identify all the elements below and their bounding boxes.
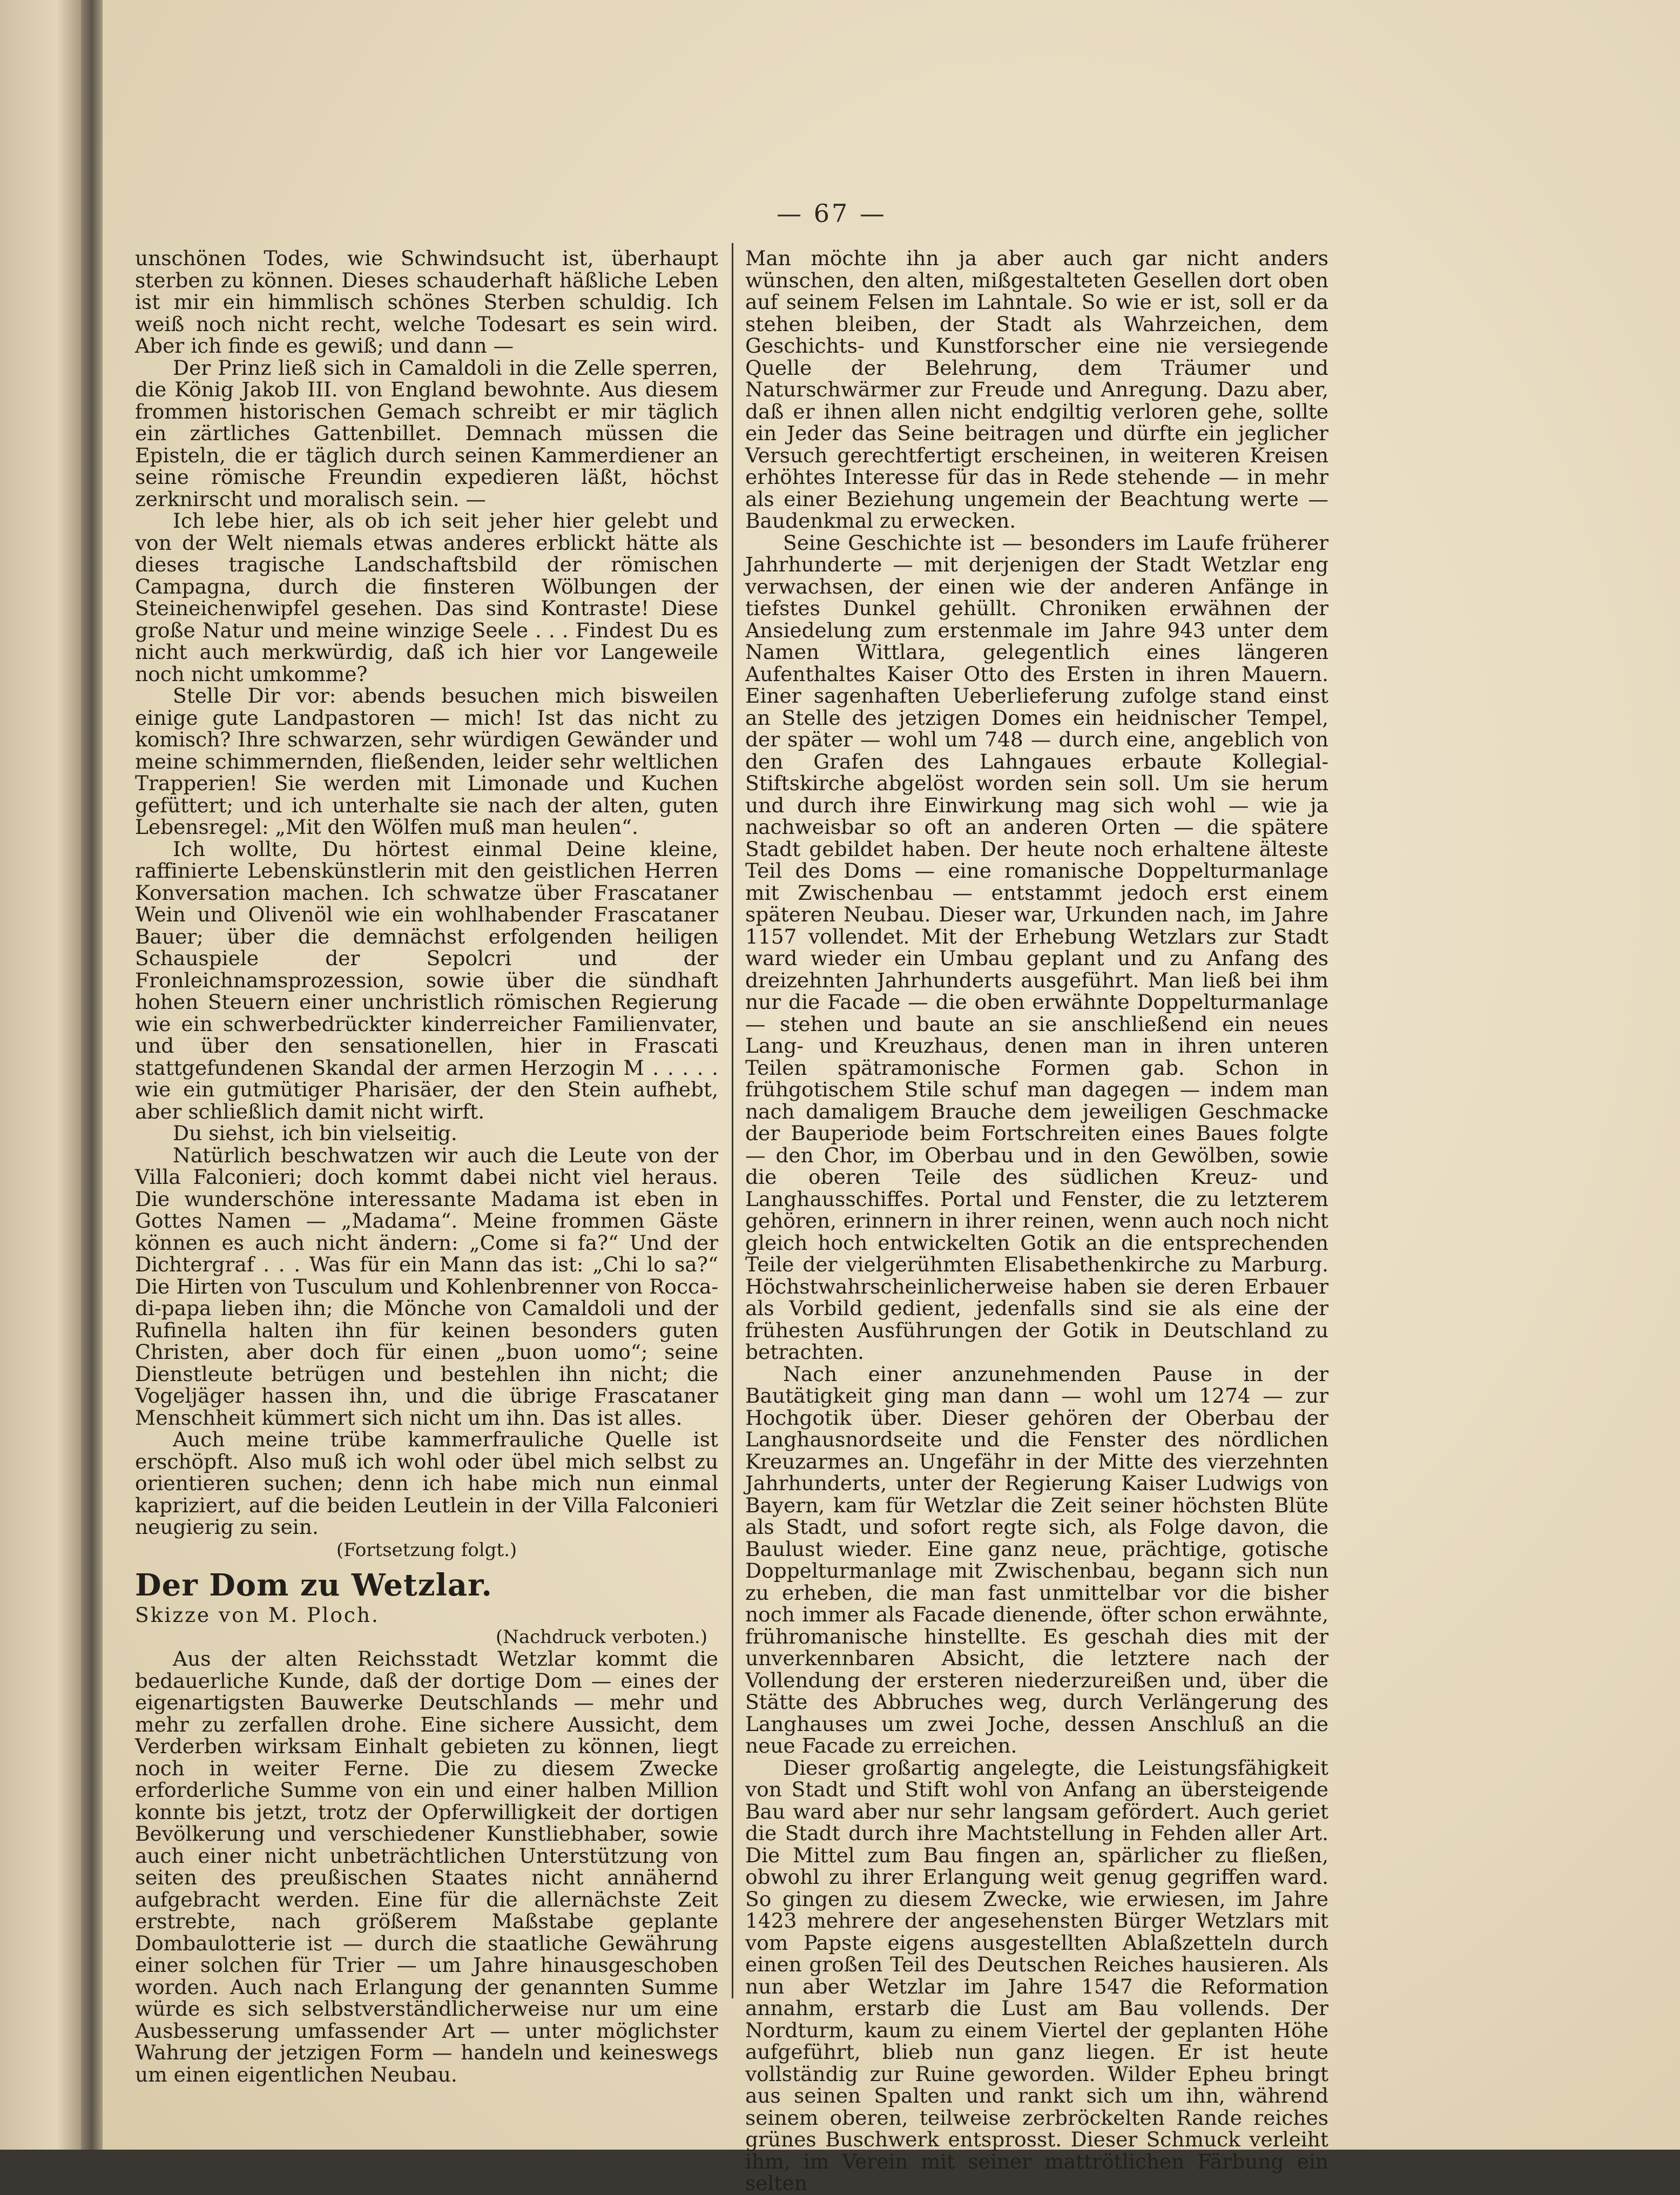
book-gutter xyxy=(81,0,103,2150)
column-divider xyxy=(732,243,733,1998)
facing-page-edge xyxy=(0,0,81,2150)
right-paragraph-2: Seine Geschichte ist — besonders im Laufe früherer Jahrhunderte — mit derjenigen der Stadt Wetzlar eng verwachsen, der einen wie der anderen Anfänge in tiefstes Dunkel gehüllt. Chroniken erwähnen der Ansiedelung zum erstenmale im Jahre 943 unter dem Namen Wittlara, gelegentlich eines längeren Aufenthaltes Kaiser Otto des Ersten in ihren Mauern. Einer sagenhaften Ueberlieferung zufolge stand einst an Stelle des jetzigen Domes ein heidnischer Tempel, der später — wohl um 748 — durch eine, angeblich von den Grafen des Lahngaues erbaute Kollegial-Stiftskirche abgelöst worden sein soll. Um sie herum und durch ihre Einwirkung mag sich wohl — wie ja nachweisbar so oft an anderen Orten — die spätere Stadt gebildet haben. Der heute noch erhaltene älteste Teil des Doms — eine romanische Doppelturmanlage mit Zwischenbau — entstammt jedoch erst einem späteren Neubau. Dieser war, Urkunden nach, im Jahre 1157 vollendet. Mit der Erhebung Wetzlars zur Stadt ward wieder ein Umbau geplant und zu Anfang des dreizehnten Jahrhunderts ausgeführt. Man ließ bei ihm nur die Facade — die oben erwähnte Doppelturmanlage — stehen und baute an sie anschließend ein neues Lang- und Kreuzhaus, denen man in ihren unteren Teilen spätramonische Formen gab. Schon in frühgotischem Stile schuf man dagegen — indem man nach damaligem Brauche dem jeweiligen Geschmacke der Bauperiode beim Fortschreiten eines Baues folgte — den Chor, im Oberbau und in den Gewölben, sowie die oberen Teile des südlichen Kreuz- und Langhausschiffes. Portal und Fenster, die zu letzterem gehören, erinnern in ihrer reinen, wenn auch noch nicht gleich hoch entwickelten Gotik an die entsprechenden Teile der vielgerühmten Elisabethenkirche zu Marburg. Höchstwahrscheinlicherweise haben sie deren Erbauer als Vorbild gedient, jedenfalls sind sie als eine der frühesten Ausführungen der Gotik in Deutschland zu betrachten. xyxy=(745,530,1328,1364)
left-paragraph-4: Stelle Dir vor: abends besuchen mich bisweilen einige gute Landpastoren — mich! Ist das nicht zu komisch? Ihre schwarzen, sehr würdigen Gewänder und meine schimmernden, fließenden, leider sehr weltlichen Trapperien! Sie werden mit Limonade und Kuchen gefüttert; und ich unterhalte sie nach der alten, guten Lebensregel: „Mit den Wölfen muß man heulen“. xyxy=(135,684,718,839)
left-paragraph-5: Ich wollte, Du hörtest einmal Deine kleine, raffinierte Lebenskünstlerin mit den geistlichen Herren Konversation machen. Ich schwatze über Frascataner Wein und Olivenöl wie ein wohlhabender Frascataner Bauer; über die demnächst erfolgenden heiligen Schauspiele der Sepolcri und der Fronleichnamsprozession, sowie über die sündhaft hohen Steuern einer unchristlich römischen Regierung wie ein schwerbedrückter kinderreicher Familienvater, und über den sensationellen, hier in Frascati stattgefundenen Skandal der armen Herzogin M . . . . . wie ein gutmütiger Pharisäer, der den Stein aufhebt, aber schließlich damit nicht wirft. xyxy=(135,837,718,1123)
left-paragraph-1: unschönen Todes, wie Schwindsucht ist, überhaupt sterben zu können. Dieses schauderhaft häßliche Leben ist mir ein himmlisch schönes Sterben schuldig. Ich weiß noch nicht recht, welche Todesart es sein wird. Aber ich finde es gewiß; und dann — xyxy=(135,246,718,358)
left-paragraph-2: Der Prinz ließ sich in Camaldoli in die Zelle sperren, die König Jakob III. von England bewohnte. Aus diesem frommen historischen Gemach schreibt er mir täglich ein zärtliches Gattenbillet. Demnach müssen die Episteln, die er täglich durch seinen Kammerdiener an seine römische Freundin expedieren läßt, höchst zerknirscht und moralisch sein. — xyxy=(135,355,718,511)
right-paragraph-3: Nach einer anzunehmenden Pause in der Bautätigkeit ging man dann — wohl um 1274 — zur Hochgotik über. Dieser gehören der Oberbau der Langhausnordseite und die Fenster des nördlichen Kreuzarmes an. Ungefähr in der Mitte des vierzehnten Jahrhunderts, unter der Regierung Kaiser Ludwigs von Bayern, kam für Wetzlar die Zeit seiner höchsten Blüte als Stadt, und sofort regte sich, als Folge davon, die Baulust wieder. Eine ganz neue, prächtige, gotische Doppelturmanlage mit Zwischenbau, begann sich nun zu erheben, die man fast unmittelbar vor die bisher noch immer als Facade dienende, öfter schon erwähnte, frühromanische hinstellte. Es geschah dies mit der unverkennbaren Absicht, die letztere nach der Vollendung der ersteren niederzureißen und, über die Stätte des Abbruches weg, durch Verlängerung des Langhauses um zwei Joche, dessen Anschluß an die neue Facade zu erreichen. xyxy=(745,1362,1328,1758)
right-paragraph-1: Man möchte ihn ja aber auch gar nicht anders wünschen, den alten, mißgestalteten Gesellen dort oben auf seinem Felsen im Lahntale. So wie er ist, soll er da stehen bleiben, der Stadt als Wahrzeichen, dem Geschichts- und Kunstforscher eine nie versiegende Quelle der Belehrung, dem Träumer und Naturschwärmer zur Freude und Anregung. Dazu aber, daß er ihnen allen nicht endgiltig verloren gehe, sollte ein Jeder das Seine beitragen und dürfte ein jeglicher Versuch gerechtfertigt erscheinen, in weiteren Kreisen erhöhtes Interesse für das in Rede stehende — in mehr als einer Beziehung ungemein der Beachtung werte — Baudenkmal zu erwecken. xyxy=(745,246,1328,533)
left-paragraph-7: Natürlich beschwatzen wir auch die Leute von der Villa Falconieri; doch kommt dabei nicht viel heraus. Die wunderschöne interessante Madama ist eben in Gottes Namen — „Madama“. Meine frommen Gäste können es auch nicht ändern: „Come si fa?“ Und der Dichtergraf . . . Was für ein Mann das ist: „Chi lo sa?“ Die Hirten von Tusculum und Kohlenbrenner von Rocca-di-papa lieben ihn; die Mönche von Camaldoli und der Rufinella halten ihn für keinen besonders guten Christen, aber doch für einen „buon uomo“; seine Dienstleute betrügen und bestehlen ihn nicht; die Vogeljäger hassen ihn, und die übrige Frascataner Menschheit kümmert sich nicht um ihn. Das ist alles. xyxy=(135,1143,718,1430)
left-paragraph-3: Ich lebe hier, als ob ich seit jeher hier gelebt und von der Welt niemals etwas anderes erblickt hätte als dieses tragische Landschaftsbild der römischen Campagna, durch die finsteren Wölbungen der Steineichenwipfel gesehen. Das sind Kontraste! Diese große Natur und meine winzige Seele . . . Findest Du es nicht auch merkwürdig, daß ich hier vor Langeweile noch nicht umkomme? xyxy=(135,509,718,686)
article-title: Der Dom zu Wetzlar. xyxy=(135,1567,492,1603)
left-paragraph-8: Auch meine trübe kammerfrauliche Quelle ist erschöpft. Also muß ich wohl oder übel mich selbst zu orientieren suchen; denn ich habe mich nun einmal kapriziert, auf die beiden Leutlein in der Villa Falconieri neugierig zu sein. xyxy=(135,1428,718,1539)
page-number: — 67 — xyxy=(777,199,887,228)
continuation-note: (Fortsetzung folgt.) xyxy=(336,1539,517,1561)
copyright-note: (Nachdruck verboten.) xyxy=(495,1626,707,1648)
left-paragraph-6: Du siehst, ich bin vielseitig. xyxy=(173,1121,457,1145)
right-column xyxy=(745,246,1328,2195)
article-byline: Skizze von M. Ploch. xyxy=(135,1603,380,1627)
article-paragraph-1: Aus der alten Reichsstadt Wetzlar kommt die bedauerliche Kunde, daß der dortige Dom — eines der eigenartigsten Bauwerke Deutschlands — mehr und mehr zu zerfallen drohe. Eine sichere Aussicht, dem Verderben wirksam Einhalt gebieten zu können, liegt noch in weiter Ferne. Die zu diesem Zwecke erforderliche Summe von ein und einer halben Million konnte bis jetzt, trotz der Opferwilligkeit der dortigen Bevölkerung und verschiedener Kunstliebhaber, sowie auch einer nicht unbeträchtlichen Unterstützung von seiten des preußischen Staates nicht annähernd aufgebracht werden. Eine für die allernächste Zeit erstrebte, nach größerem Maßstabe geplante Dombaulotterie ist — durch die staatliche Gewährung einer solchen für Trier — um Jahre hinausgeschoben worden. Auch nach Erlangung der genannten Summe würde es sich selbstverständlicherweise nur um eine Ausbesserung umfassender Art — unter möglichster Wahrung der jetzigen Form — handeln und keineswegs um einen eigentlichen Neubau. xyxy=(135,1647,718,2086)
left-column xyxy=(135,246,718,2086)
right-paragraph-4: Dieser großartig angelegte, die Leistungsfähigkeit von Stadt und Stift wohl von Anfang an übersteigende Bau ward aber nur sehr langsam gefördert. Auch geriet die Stadt durch ihre Machtstellung in Fehden aller Art. Die Mittel zum Bau fingen an, spärlicher zu fließen, obwohl zu ihrer Erlangung weit genug gegriffen ward. So gingen zu diesem Zwecke, wie erwiesen, im Jahre 1423 mehrere der angesehensten Bürger Wetzlars mit vom Papste eigens ausgestellten Ablaßzetteln durch einen großen Teil des Deutschen Reiches hausieren. Als nun aber Wetzlar im Jahre 1547 die Reformation annahm, erstarb die Lust am Bau vollends. Der Nordturm, kaum zu einem Viertel der geplanten Höhe aufgeführt, blieb nun ganz liegen. Er ist heute vollständig zur Ruine geworden. Wilder Epheu bringt aus seinen Spalten und rankt sich um ihn, während seinem oberen, teilweise zerbröckelten Rande reiches grünes Buschwerk entsprosst. Dieser Schmuck verleiht ihm, im Verein mit seiner mattrötlichen Färbung ein selten xyxy=(745,1755,1328,2195)
